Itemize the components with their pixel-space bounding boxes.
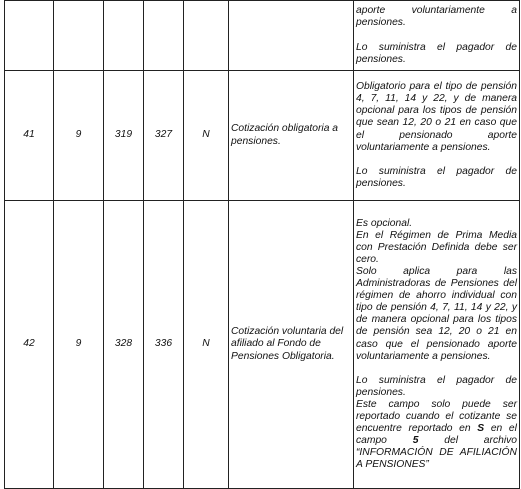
observation-fragment: Este campo solo puede ser reportado cuando el cotizante se encuentre reportado en	[356, 398, 517, 435]
end-position-cell: 336	[144, 201, 184, 489]
field-number-cell	[5, 1, 54, 71]
field-number-cell: 42	[5, 201, 54, 489]
start-position-cell	[104, 1, 144, 71]
start-position-cell: 328	[104, 201, 144, 489]
observation-text: Lo suministra el pagador de pensiones.	[356, 374, 517, 398]
observation-field-number: 5	[412, 435, 419, 447]
description-cell: Cotización obligatoria a pensiones.	[229, 71, 354, 201]
table-row	[5, 201, 520, 489]
observation-text: En el Régimen de Prima Media con Prestación Definida debe ser cero.	[356, 229, 517, 265]
observation-text: Lo suministra el pagador de pensiones.	[356, 165, 517, 189]
field-number-cell: 41	[5, 71, 54, 201]
observations-cell	[354, 201, 520, 489]
observation-text: aporte voluntariamente a pensiones.	[356, 5, 517, 29]
observation-fragment: en el campo	[356, 423, 517, 447]
observations-cell	[354, 71, 520, 201]
type-cell	[184, 1, 229, 71]
length-cell	[54, 1, 104, 71]
table-row	[5, 71, 520, 201]
type-cell: N	[184, 201, 229, 489]
observation-text: Es opcional.	[356, 217, 413, 229]
observation-text	[356, 399, 517, 472]
observations-cell	[354, 1, 520, 71]
observation-flag-value: S	[477, 423, 485, 435]
description-cell	[229, 1, 354, 71]
type-cell: N	[184, 71, 229, 201]
field-spec-table	[4, 0, 520, 489]
start-position-cell: 319	[104, 71, 144, 201]
length-cell: 9	[54, 201, 104, 489]
description-cell: Cotización voluntaria del afiliado al Fondo de Pensiones Obligatoria.	[229, 201, 354, 489]
observation-fragment: del archivo “INFORMACIÓN DE AFILIACIÓN A PENSIONES”	[356, 435, 517, 471]
observation-text: Solo aplica para las Administradoras de Pensiones del régimen de ahorro individual con tipo de pensión 4, 7, 11, 14 y 22, y de manera opcional para los tipos de pensión sea 12, 20 o 21 en caso que el pensionado aporte voluntariamente a pensiones.	[356, 265, 517, 362]
observation-text: Obligatorio para el tipo de pensión 4, 7, 11, 14 y 22, y de manera opcional para los tipos de pensión que sean 12, 20 o 21 en caso que el pensionado aporte voluntariamente a pensiones.	[356, 81, 517, 153]
length-cell: 9	[54, 71, 104, 201]
observation-text: Lo suministra el pagador de pensiones.	[356, 41, 517, 65]
end-position-cell	[144, 1, 184, 71]
table-row	[5, 1, 520, 71]
end-position-cell: 327	[144, 71, 184, 201]
